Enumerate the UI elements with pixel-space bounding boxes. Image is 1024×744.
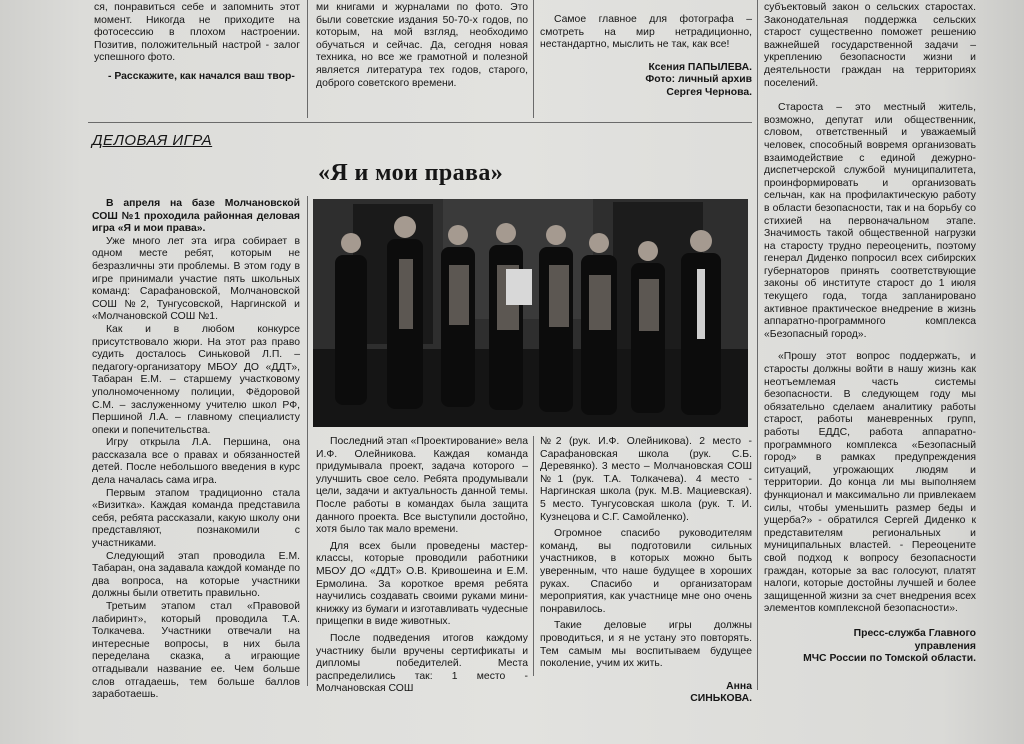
section-rubric: ДЕЛОВАЯ ИГРА [92,132,213,149]
group-photo-image [313,199,748,427]
column-rule [533,436,534,676]
article-paragraph: Как и в любом конкурсе присутствовало жюри. На этот раз право судить досталось Синьковой Л.П. – педагогу-организатору МБОУ ДО «ДДТ», Табаран Е.М. – старшему участковому уполномоченному полиции, Фёдоровой С.М. – заслуженному учителю школ РФ, Першиной Л.А. – главному специалисту опеки и попечительства. [92,323,300,436]
top-col2 [316,2,528,90]
right-column-top: субъектовый закон о сельских старостах. Законодательная поддержка сельских старост существенно поможет решению важнейшей государственной задачи – укреплению безопасности жизни и деятельности граждан на территориях поселений. [764,2,976,89]
article-headline: «Я и мои права» [318,160,504,186]
article-paragraph: Игру открыла Л.А. Першина, она рассказала все о правах и обязанностей детей. После небольшого введения в курс дела началась сама игра. [92,437,300,487]
top-col1-text: ся, понравиться себе и запомнить этот момент. Никогда не приходите на фотосессию в плохом настроении. Позитив, положительный настрой - залог успешного фото. [94,2,300,64]
right-column-paragraph: «Прошу этот вопрос поддержать, и старосты должны войти в нашу жизнь как неотъемлемая часть системы безопасности. В следующем году мы обязательно сделаем аналитику работы старост, работы маневренных групп, работы ЕДДС, работа аппаратно-программного комплекса «Безопасный город» в рамках предупреждения ситуаций, угрожающих людям и территории. До конца ли мы выполняем функционал и максимально ли привлекаем силы, чтобы уменьшить размер беды и ущерба?» - обратился Сергей Диденко к представителям региональных и муниципальных властей. - Переоцените свой подход к вопросу безопасности граждан, которые за вас голосуют, платят налоги, которые достойны лучшей и более защищенной жизни за счет внедрения всех элементов комплексной безопасности». [764,351,976,615]
article-paragraph: Третьим этапом стал «Правовой лабиринт», который проводила Т.А. Толкачева. Участники отвечали на интересные вопросы, в них была переделана сказка, а играющие отгадывали название ее. Чем больше слов отгадаешь, тем больше баллов заработаешь. [92,601,300,701]
article-paragraph: Такие деловые игры должны проводиться, и я не устану это повторять. Тем самым мы воспитываем будущее поколение, учим их жить. [540,620,752,670]
column-rule [307,196,308,686]
article-paragraph: Следующий этап проводила Е.М. Табаран, она задавала каждой команде по два вопроса, на которые участники должны были ответить правильно. [92,550,300,600]
right-column-paragraph: Староста – это местный житель, возможно, депутат или общественник, словом, ответственный и уважаемый человек, способный вовремя организовать взаимодействие с единой дежурно-диспетчерской службой муниципалитета, проинформировать и организовать сельчан, как на профилактическую работу в области безопасности, так и на борьбу со стихией на первоначальном этапе. Значимость такой общественной нагрузки на старосту трудно переоценить, поэтому генерал Диденко попросил всех сибирских губернаторов принять соответствующие законы об институте старост до 1 июля текущего года, тогда запланировано активное практическое внедрение в жизнь аппаратно-программного комплекса «Безопасный город». [764,102,976,340]
top-col1 [94,2,300,84]
top-col3-photographer: Сергея Чернова. [666,86,752,98]
article-paragraph: Уже много лет эта игра собирает в одном месте ребят, которым не безразличны эти проблемы. В этом году в игре принимали участие пять школьных команд: Сарафановской, Молчановской СОШ №2, Тунгусовской, Наргинской и «Молчановской СОШ №1. [92,235,300,323]
top-col2-text: ми книгами и журналами по фото. Это были советские издания 50-70-х годов, по которым, на мой взгляд, необходимо обучаться и сейчас. Да, сегодня новая техника, но все же грамотной и полезной является литература тех годов, старого, доброго советского времени. [316,2,528,89]
article-paragraph: №2 (рук. И.Ф. Олейникова). 2 место - Сарафановская школа (рук. С.Б. Деревянко). 3 место – Молчановская СОШ №1 (рук. Т.А. Толкачева). 4 место - Наргинская школа (рук. М.В. Мациевская). 5 место. Тунгусовская школа (рук. Т. И. Кузнецова и С.Г. Самойленко). [540,436,752,523]
article-left-column [92,198,300,702]
column-rule [307,0,308,118]
top-col3-author: Ксения ПАПЫЛЕВА. [648,61,752,73]
author-last-name: СИНЬКОВА. [690,693,752,705]
column-rule [533,0,534,118]
group-photo [313,199,748,427]
press-service-line3: МЧС России по Томской области. [803,653,976,665]
press-service-line1: Пресс-служба Главного [853,627,976,639]
top-col1-question: - Расскажите, как начался ваш твор- [108,70,295,82]
column-rule [757,0,758,690]
author-first-name: Анна [726,680,752,692]
top-col3-text: Самое главное для фотографа – смотреть на мир нетрадиционно, нестандартно, мыслить не так, как все! [540,14,752,51]
article-paragraph: Для всех были проведены мастер-классы, которые проводили работники МБОУ ДО «ДДТ» О.В. Кривошеина и Е.М. Ермолина. За короткое время ребята научились создавать своими руками мини-книжку из бумаги и изготавливать чудесные прищепки в виде животных. [316,540,528,628]
press-service-line2: управления [914,640,976,652]
article-middle-column [316,436,528,696]
article-paragraph: После подведения итогов каждому участнику были вручены сертификаты и дипломы победителей. Места распределились так: 1 место - Молчановская СОШ [316,632,528,695]
article-paragraph: Первым этапом традиционно стала «Визитка». Каждая команда представила себя, ребята рассказали, какую школу они представляют, познакомили с участниками. [92,487,300,550]
article-lead: В апреля на базе Молчановской СОШ №1 проходила районная деловая игра «Я и мои права». [92,198,300,235]
article-paragraph: Последний этап «Проектирование» вела И.Ф. Олейникова. Каждая команда придумывала проект, задача которого – улучшить свое село. Ребята продумывали цели, задачи и актуальность данной темы. После работы в командах была защита данного проекта. Все выступили достойно, хотя было так мало времени. [316,436,528,536]
article-paragraph: Огромное спасибо руководителям команд, вы подготовили сильных участников, в которых можно быть уверенным, что наше будущее в хороших руках. Спасибо и организаторам мероприятия, как участнице мне оно очень понравилось. [540,528,752,615]
article-right-middle-column [540,436,752,706]
section-rule [88,122,752,123]
right-column [764,2,976,666]
top-col3 [540,14,752,100]
top-col3-photo-credit: Фото: личный архив [645,74,752,86]
